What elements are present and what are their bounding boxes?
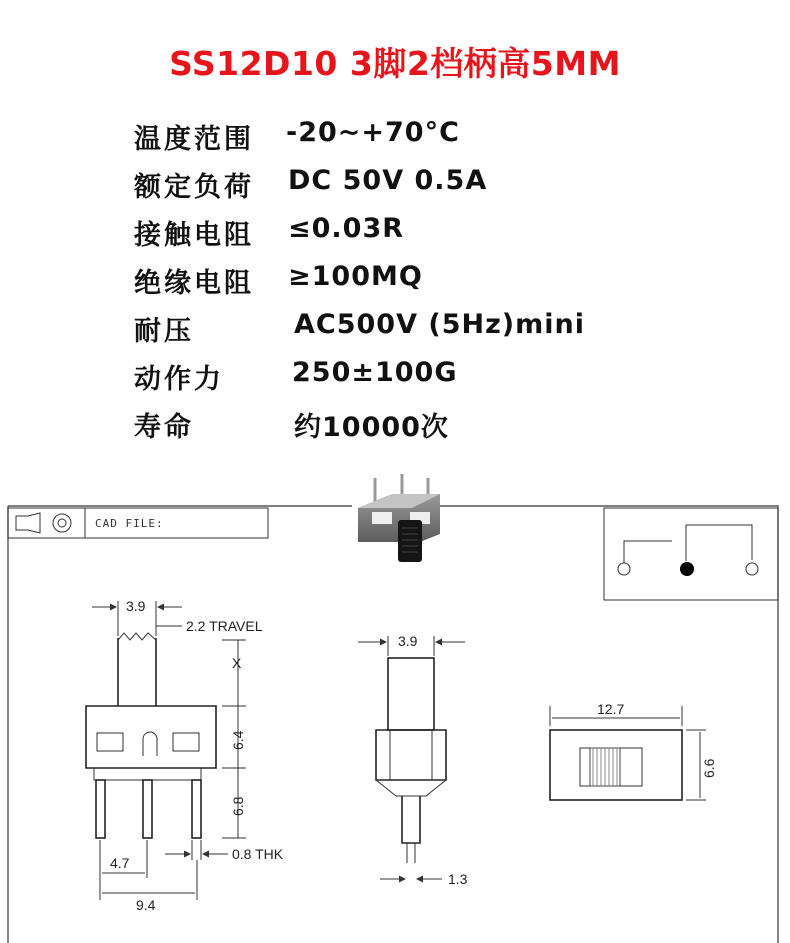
spec-value: 约10000次: [294, 412, 449, 443]
spec-value: 250±100G: [292, 357, 458, 388]
spec-row-operating-force: [134, 357, 694, 405]
spec-row-life: [134, 405, 694, 453]
spec-label: 温度范围: [134, 124, 254, 155]
spec-value: DC 50V 0.5A: [288, 165, 488, 196]
dim-front-width: 3.9: [398, 633, 418, 649]
dim-side-width: 3.9: [126, 598, 146, 614]
technical-drawing: [0, 468, 790, 943]
terminal-1: [618, 563, 630, 575]
spec-label: 绝缘电阻: [134, 268, 254, 299]
front-view: [358, 633, 468, 887]
dim-pin-width: 1.3: [448, 871, 468, 887]
dim-pitch: 4.7: [110, 855, 130, 871]
spec-value: -20~+70°C: [286, 117, 460, 148]
spec-label: 耐压: [134, 316, 194, 347]
dim-total-width: 9.4: [136, 897, 156, 913]
dim-x: X: [232, 655, 242, 671]
dim-travel: 2.2 TRAVEL: [186, 618, 263, 634]
page-title: SS12D10 3脚2档柄高5MM: [169, 44, 621, 83]
spec-row-contact-resistance: [134, 213, 694, 261]
top-view: [550, 701, 717, 800]
side-view: [86, 598, 284, 913]
switch-photo: [358, 474, 440, 562]
slider-knob: [590, 748, 620, 786]
dim-body-height: 6.4: [230, 730, 246, 750]
spec-label: 寿命: [134, 412, 194, 443]
spec-row-temperature: [134, 117, 694, 165]
terminal-3: [746, 563, 758, 575]
spec-label: 动作力: [134, 364, 224, 395]
projection-symbol-cone: [16, 513, 40, 533]
spec-label: 接触电阻: [134, 220, 254, 251]
spec-row-rated-load: [134, 165, 694, 213]
cad-file-label: CAD FILE:: [95, 517, 164, 530]
projection-symbol-circle: [53, 514, 71, 532]
spec-table: [134, 117, 694, 453]
spec-value: ≤0.03R: [288, 213, 405, 244]
spec-value: ≥100MQ: [288, 261, 423, 292]
dim-top-length: 12.7: [597, 701, 625, 717]
drawing-frame: [8, 506, 778, 943]
dim-pin-length: 6.8: [230, 796, 246, 816]
cad-title-block: [8, 508, 268, 538]
spec-row-withstand-voltage: [134, 309, 694, 357]
spec-label: 额定负荷: [134, 172, 254, 203]
terminal-common: [680, 562, 694, 576]
dim-top-height: 6.6: [701, 758, 717, 778]
spec-row-insulation-resistance: [134, 261, 694, 309]
circuit-schematic: [604, 508, 778, 600]
dim-thickness: 0.8 THK: [232, 846, 284, 862]
spec-value: AC500V (5Hz)mini: [294, 309, 586, 340]
